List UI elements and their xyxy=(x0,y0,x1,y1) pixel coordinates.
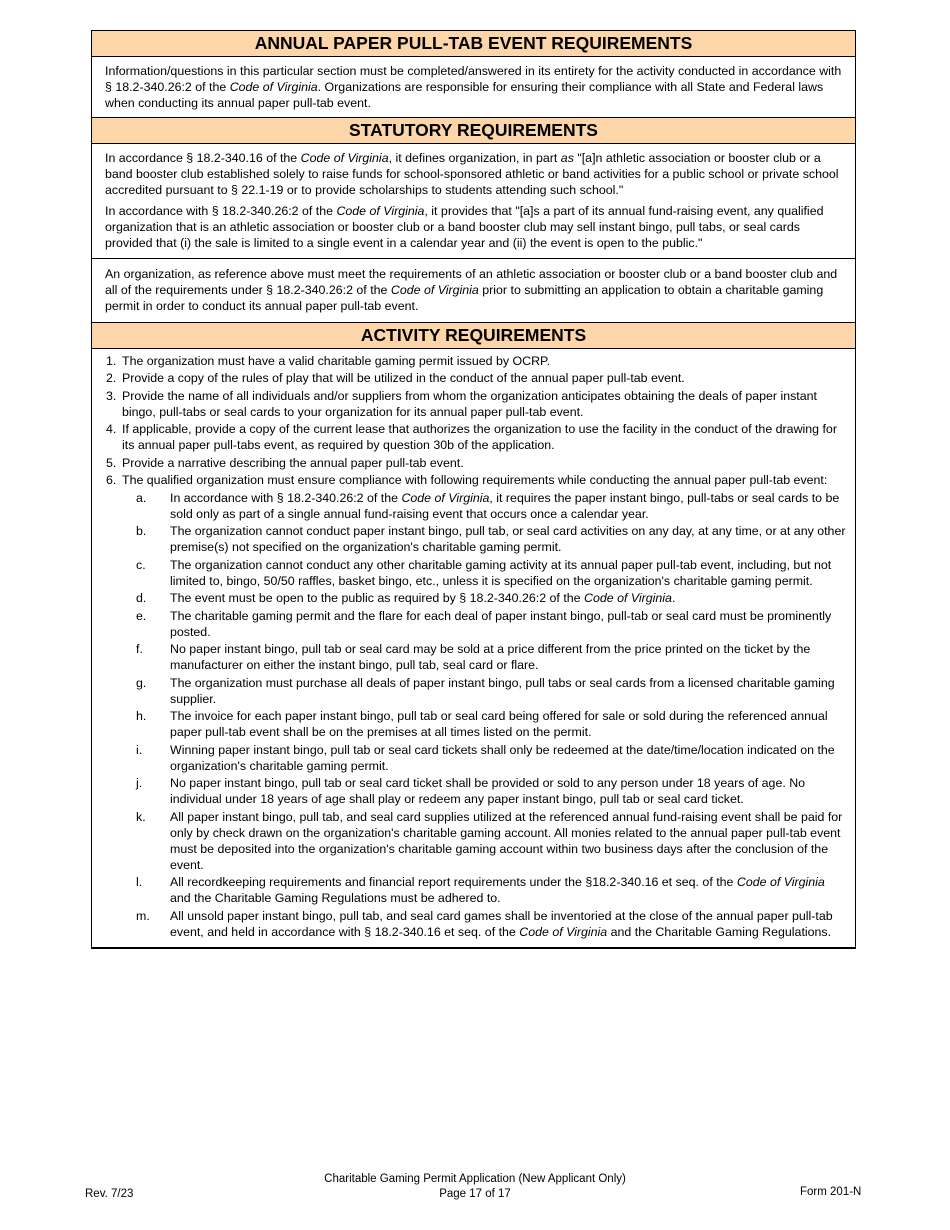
sub-item-d xyxy=(132,590,847,606)
footer-form-number: Form 201-N xyxy=(800,1186,862,1198)
sub-text: No paper instant bingo, pull tab or seal card may be sold at a price different from the price printed on the ticket by the manufacturer on either the instant bingo, pull tab, seal card or flare. xyxy=(170,642,811,673)
sub-letter: a. xyxy=(136,490,147,505)
sub-item-c xyxy=(132,557,847,589)
sub-text xyxy=(170,908,847,940)
intro-paragraph xyxy=(92,57,855,117)
sub-item-e xyxy=(132,608,847,640)
sub-item-h xyxy=(132,708,847,740)
statutory-paragraph-2 xyxy=(92,198,855,258)
sub-cite: Code of Virginia xyxy=(736,875,825,890)
sub-cite: Code of Virginia xyxy=(401,490,490,505)
sub-item-l xyxy=(132,874,847,906)
list-item xyxy=(106,353,847,369)
sub-text-post: . xyxy=(671,591,676,606)
list-item xyxy=(106,455,847,471)
sub-letter: l. xyxy=(136,875,143,890)
sub-text: The charitable gaming permit and the flare for each deal of paper instant bingo, pull-tab or seal card must be prominently posted. xyxy=(170,608,832,639)
sub-text: No paper instant bingo, pull tab or seal card ticket shall be provided or sold to any person under 18 years of age. No individual under 18 years of age shall play or redeem any paper instant bingo, pull tab or seal card ticket. xyxy=(170,776,806,807)
stat1-end: "[a]n athletic association or booster club or a band booster club established solely to raise funds for school-sponsored athletic or band activities for a public school or private school accredited pursuant to § 22.1-19 or to provide scholarships to students attending such school." xyxy=(105,151,839,197)
item-number: 1. xyxy=(106,354,117,368)
stat3-end: prior to submitting an application to obtain a charitable gaming permit in order to conduct its annual paper pull-tab event. xyxy=(105,283,824,313)
sub-text: The invoice for each paper instant bingo, pull tab or seal card being offered for sale or sold during the referenced annual paper pull-tab event shall be on the premises at all times listed on the permit. xyxy=(170,709,828,740)
sub-letter: g. xyxy=(136,675,147,690)
footer-form-title: Charitable Gaming Permit Application (New Applicant Only) xyxy=(324,1173,626,1185)
sub-text: The organization must purchase all deals of paper instant bingo, pull tabs or seal cards from a licensed charitable gaming supplier. xyxy=(170,675,835,706)
list-item xyxy=(106,370,847,386)
item-number: 3. xyxy=(106,388,117,403)
sub-text: Winning paper instant bingo, pull tab or seal card tickets shall only be redeemed at the date/time/location indicated on the organization's charitable gaming permit. xyxy=(170,742,835,773)
sub-item-a xyxy=(132,490,847,522)
sub-item-m xyxy=(132,908,847,940)
sub-letter: k. xyxy=(136,809,146,824)
sub-letter: j. xyxy=(136,776,143,791)
intro-cite: Code of Virginia xyxy=(229,80,318,94)
item-number: 5. xyxy=(106,455,117,470)
sub-item-g xyxy=(132,675,847,707)
sub-letter: f. xyxy=(136,642,143,657)
sub-cite: Code of Virginia xyxy=(584,591,672,606)
sub-letter: c. xyxy=(136,557,146,572)
statutory-paragraph-1 xyxy=(92,144,855,198)
sub-letter: e. xyxy=(136,608,147,623)
item-text: Provide the name of all individuals and/or suppliers from whom the organization anticipates obtaining the deals of paper instant bingo, pull-tabs or seal cards to your organization for its annual paper pull-tab event. xyxy=(122,388,817,419)
stat2-end: , it provides that "[a]s a part of its annual fund-raising event, any qualified organization that is an athletic association or booster club or a band booster club may sell instant bingo, pull tabs, or seal cards provided that (i) the sale is limited to a single event in a calendar year and (ii) the event is open to the public." xyxy=(105,204,824,250)
stat2-cite: Code of Virginia xyxy=(336,204,425,218)
statutory-paragraph-3 xyxy=(92,258,855,322)
sub-item-i xyxy=(132,742,847,774)
item-number: 6. xyxy=(106,472,117,487)
section-title-statutory: STATUTORY REQUIREMENTS xyxy=(92,117,855,144)
list-item xyxy=(106,388,847,420)
item-number: 4. xyxy=(106,422,117,437)
intro-text: Information/questions in this particular section must be completed/answered in its entirety for the activity conducted in accordance with § 18.2-340.26:2 of the xyxy=(105,64,842,94)
sub-text-post: and the Charitable Gaming Regulations. xyxy=(607,924,832,939)
list-item xyxy=(106,421,847,453)
requirements-form xyxy=(91,30,856,949)
sub-item-k xyxy=(132,809,847,873)
sub-text: The organization cannot conduct paper instant bingo, pull tab, or seal card activities on any day, at any time, or at any other premise(s) not specified on the organization's charitable gaming permit. xyxy=(170,524,846,555)
item-text: The organization must have a valid charitable gaming permit issued by OCRP. xyxy=(122,354,551,368)
stat1-mid: , it defines organization, in part xyxy=(388,151,561,165)
sub-text-pre: In accordance with § 18.2-340.26:2 of the xyxy=(170,490,402,505)
section-title-activity: ACTIVITY REQUIREMENTS xyxy=(92,322,855,349)
sub-letter: d. xyxy=(136,591,147,606)
sub-letter: m. xyxy=(136,908,150,923)
compliance-sublist xyxy=(106,490,847,940)
sub-letter: h. xyxy=(136,709,147,724)
sub-text-pre: All recordkeeping requirements and financial report requirements under the §18.2-340.16 et seq. of the xyxy=(170,875,737,890)
stat3-text: An organization, as reference above must meet the requirements of an athletic association or booster club or a band booster club and all of the requirements under § 18.2-340.26:2 of the xyxy=(105,267,838,297)
activity-list xyxy=(92,349,855,947)
sub-letter: b. xyxy=(136,524,147,539)
sub-cite: Code of Virginia xyxy=(519,924,608,939)
item-text: The qualified organization must ensure compliance with following requirements while conducting the annual paper pull-tab event: xyxy=(122,472,828,487)
item-text: If applicable, provide a copy of the current lease that authorizes the organization to use the facility in the conduct of the drawing for its annual paper pull-tabs event, as required by question 30b of the application. xyxy=(122,422,837,453)
item-text: Provide a narrative describing the annual paper pull-tab event. xyxy=(122,455,464,470)
sub-item-b xyxy=(132,523,847,555)
sub-text-pre: The event must be open to the public as required by § 18.2-340.26:2 of the xyxy=(170,591,584,606)
sub-text xyxy=(170,590,847,606)
footer-page-number: Page 17 of 17 xyxy=(439,1188,511,1200)
sub-text xyxy=(170,490,847,522)
section-title-annual: ANNUAL PAPER PULL-TAB EVENT REQUIREMENTS xyxy=(92,31,855,57)
list-item xyxy=(106,472,847,488)
sub-item-f xyxy=(132,641,847,673)
sub-text xyxy=(170,874,847,906)
sub-text: The organization cannot conduct any other charitable gaming activity at its annual paper pull-tab event, including, but not limited to, bingo, 50/50 raffles, basket bingo, etc., unless it is specified on the organization's charitable gaming permit. xyxy=(170,557,832,588)
stat1-cite: Code of Virginia xyxy=(300,151,389,165)
intro-text-end: . Organizations are responsible for ensuring their compliance with all State and Federal laws when conducting its annual paper pull-tab event. xyxy=(105,80,824,110)
stat1-text: In accordance § 18.2-340.16 of the xyxy=(105,151,301,165)
stat2-text: In accordance with § 18.2-340.26:2 of the xyxy=(105,204,337,218)
sub-item-j xyxy=(132,775,847,807)
stat1-as: as xyxy=(560,151,574,165)
sub-text: All paper instant bingo, pull tab, and seal card supplies utilized at the referenced annual fund-raising event shall be paid for only by check drawn on the organization's charitable gaming account. All monies related to the annual paper pull-tab event must be deposited into the organization's charitable gaming account within two business days after the conclusion of the event. xyxy=(170,809,843,872)
sub-text-pre: All unsold paper instant bingo, pull tab, and seal card games shall be inventoried at the close of the annual paper pull-tab event, and held in accordance with § 18.2-340.16 et seq. of the xyxy=(170,908,833,939)
item-number: 2. xyxy=(106,371,117,386)
sub-text-post: and the Charitable Gaming Regulations must be adhered to. xyxy=(170,891,501,906)
footer-revision: Rev. 7/23 xyxy=(85,1188,134,1200)
sub-text-post: , it requires the paper instant bingo, pull-tabs or seal cards to be sold only as part of a single annual fund-raising event that occurs once a calendar year. xyxy=(170,490,840,521)
sub-letter: i. xyxy=(136,742,143,757)
item-text: Provide a copy of the rules of play that will be utilized in the conduct of the annual paper pull-tab event. xyxy=(122,371,685,386)
stat3-cite: Code of Virginia xyxy=(390,283,479,297)
